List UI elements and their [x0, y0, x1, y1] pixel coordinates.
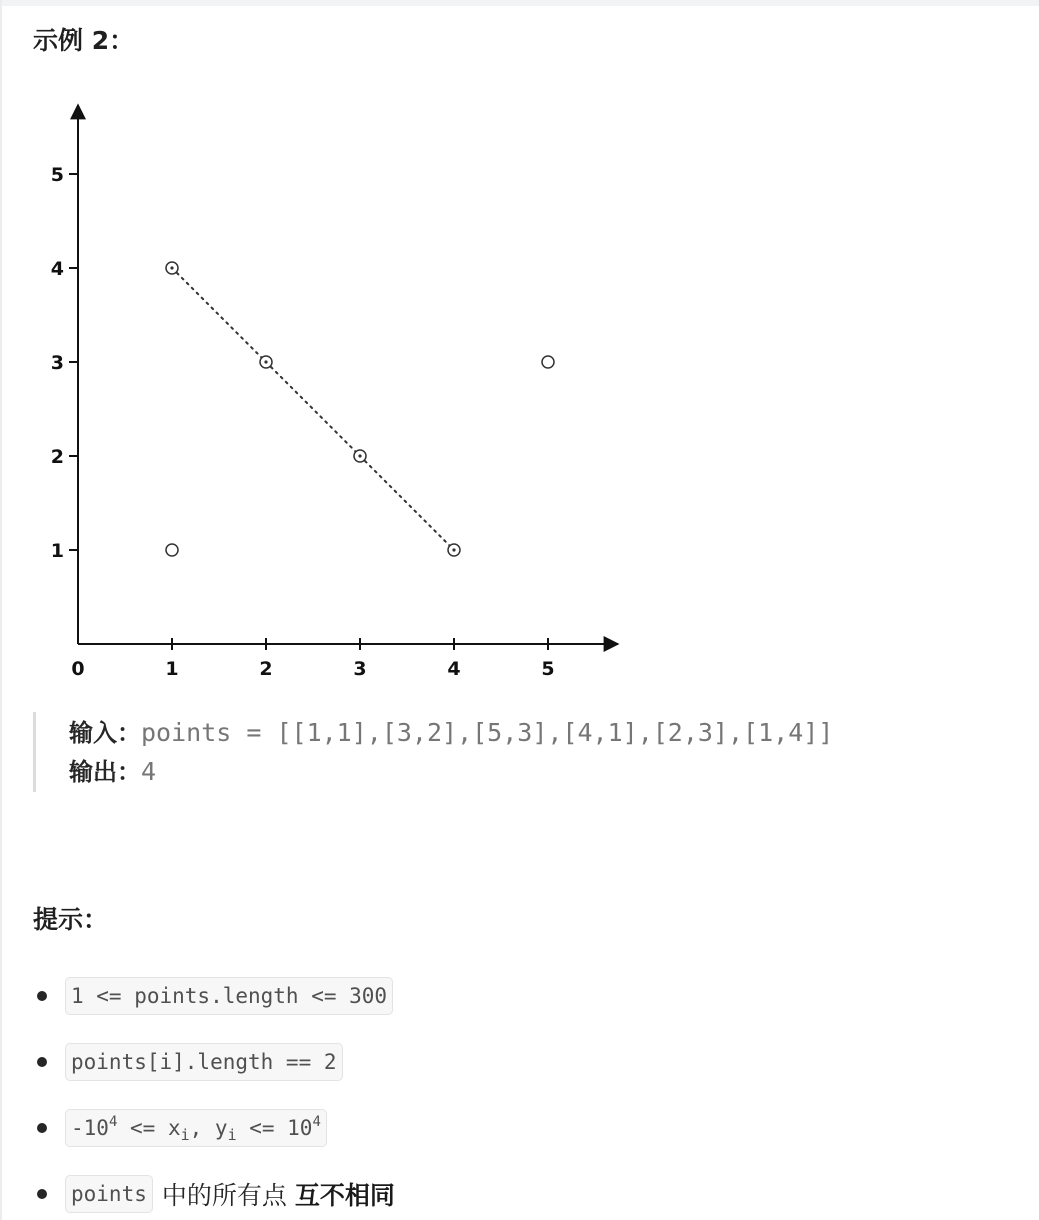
y-tick-label: 2	[50, 446, 64, 468]
input-value: points = [[1,1],[3,2],[5,3],[4,1],[2,3],[1,4]]	[141, 718, 834, 747]
constraint-item	[37, 1174, 395, 1214]
exponent: 4	[108, 1114, 118, 1130]
input-line	[69, 714, 833, 752]
constraint-item	[37, 1042, 343, 1082]
page-top-border	[0, 0, 1039, 6]
constraint-text: 中的所有点	[161, 1181, 287, 1210]
subscript: i	[227, 1126, 237, 1144]
exponent: 4	[312, 1114, 321, 1130]
y-tick-label: 4	[50, 258, 64, 280]
data-point-dot	[170, 266, 173, 269]
x-tick-label: 0	[71, 658, 85, 680]
constraint-item	[37, 1108, 327, 1148]
constraint-item	[37, 976, 393, 1016]
bullet	[37, 1123, 47, 1133]
constraint-code: 1 <= points.length <= 300	[65, 977, 393, 1015]
bullet	[37, 991, 47, 1001]
dotted-line	[172, 268, 454, 550]
input-label: 输入：	[69, 719, 141, 747]
constraint-text: <= x	[117, 1116, 181, 1140]
subscript: i	[180, 1126, 190, 1144]
example-io-block	[33, 712, 993, 792]
constraint-text: , y	[189, 1116, 228, 1140]
constraint-text: -10	[71, 1116, 109, 1140]
y-tick-label: 3	[50, 352, 64, 374]
y-tick-label: 1	[50, 540, 64, 562]
bullet	[37, 1189, 47, 1199]
constraint-text: <= 10	[236, 1116, 313, 1140]
data-point	[166, 544, 178, 556]
output-value: 4	[141, 757, 157, 786]
x-tick-label: 4	[447, 658, 461, 680]
data-point-dot	[452, 548, 455, 551]
hints-title: 提示：	[33, 905, 109, 934]
scatter-chart	[40, 95, 640, 695]
bullet	[37, 1057, 47, 1067]
x-tick-label: 5	[541, 658, 555, 680]
constraint-code	[65, 1109, 327, 1147]
data-point-dot	[264, 360, 267, 363]
constraint-code: points	[65, 1175, 153, 1213]
y-tick-label: 5	[50, 164, 64, 186]
x-tick-label: 2	[259, 658, 273, 680]
constraint-emphasis: 互不相同	[294, 1181, 395, 1210]
output-line	[69, 753, 156, 791]
x-tick-label: 1	[165, 658, 179, 680]
data-point-dot	[358, 454, 361, 457]
x-tick-label: 3	[353, 658, 367, 680]
output-label: 输出：	[69, 758, 141, 786]
page-left-border	[0, 0, 2, 1220]
example-title: 示例 2：	[33, 26, 135, 55]
data-point	[542, 356, 554, 368]
constraint-code: points[i].length == 2	[65, 1043, 343, 1081]
